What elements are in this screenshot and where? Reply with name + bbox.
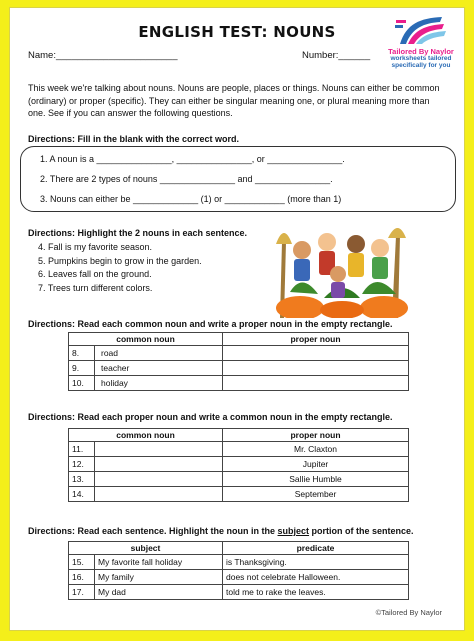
table-row	[69, 472, 409, 487]
row-number: 10.	[69, 376, 95, 391]
worksheet-title: ENGLISH TEST: NOUNS	[138, 23, 336, 41]
header-subject: subject	[69, 542, 223, 555]
common-noun-answer-cell[interactable]	[95, 487, 223, 502]
autumn-kids-clipart	[272, 222, 412, 318]
table-row	[69, 346, 409, 361]
common-noun-cell: road	[95, 346, 223, 361]
swoosh-logo-icon	[386, 14, 456, 48]
table-row	[69, 487, 409, 502]
sentence-7[interactable]: 7. Trees turn different colors.	[38, 282, 153, 293]
proper-noun-answer-cell[interactable]	[223, 376, 409, 391]
question-3[interactable]: 3. Nouns can either be _____________ (1) or ____________ (more than 1)	[40, 194, 342, 204]
table-row	[69, 442, 409, 457]
common-noun-cell: teacher	[95, 361, 223, 376]
table-row	[69, 570, 409, 585]
name-field[interactable]: Name:_______________________	[28, 50, 178, 61]
row-number: 13.	[69, 472, 95, 487]
sentence-list	[38, 241, 202, 295]
common-noun-answer-cell[interactable]	[95, 442, 223, 457]
row-number: 12.	[69, 457, 95, 472]
common-noun-answer-cell[interactable]	[95, 472, 223, 487]
common-noun-answer-cell[interactable]	[95, 457, 223, 472]
header-common-noun: common noun	[69, 429, 223, 442]
table-row	[69, 361, 409, 376]
logo-line-3: specifically for you	[391, 62, 451, 69]
directions-highlight-nouns: Directions: Highlight the 2 nouns in each sentence.	[28, 228, 248, 238]
table-row	[69, 457, 409, 472]
question-2[interactable]: 2. There are 2 types of nouns _______________ and _______________.	[40, 174, 333, 184]
row-number: 17.	[69, 585, 95, 600]
question-1[interactable]: 1. A noun is a _______________, _______________, or _______________.	[40, 154, 345, 164]
proper-noun-cell: Jupiter	[223, 457, 409, 472]
tailored-by-naylor-logo	[386, 14, 456, 76]
worksheet	[9, 7, 465, 631]
predicate-cell: is Thanksgiving.	[223, 555, 409, 570]
subject-cell[interactable]: My dad	[95, 585, 223, 600]
proper-noun-cell: Sallie Humble	[223, 472, 409, 487]
common-noun-table	[68, 332, 409, 391]
logo-line-1: Tailored By Naylor	[388, 47, 454, 56]
common-noun-cell: holiday	[95, 376, 223, 391]
row-number: 9.	[69, 361, 95, 376]
intro-paragraph: This week we're talking about nouns. Nouns are people, places or things. Nouns can either be common (ordinary) or proper (specific). They can either be singular meaning one, or plural meaning more than one. See if you can answer the following questions.	[28, 83, 440, 118]
table-row	[69, 376, 409, 391]
row-number: 8.	[69, 346, 95, 361]
sentence-5[interactable]: 5. Pumpkins begin to grow in the garden.	[38, 255, 202, 266]
proper-noun-answer-cell[interactable]	[223, 361, 409, 376]
header-proper-noun: proper noun	[223, 333, 409, 346]
header-proper-noun: proper noun	[223, 429, 409, 442]
subject-cell[interactable]: My family	[95, 570, 223, 585]
sentence-4[interactable]: 4. Fall is my favorite season.	[38, 242, 153, 252]
proper-noun-cell: Mr. Claxton	[223, 442, 409, 457]
row-number: 15.	[69, 555, 95, 570]
directions-proper-to-common: Directions: Read each proper noun and write a common noun in the empty rectangle.	[28, 412, 393, 422]
copyright-notice: ©Tailored By Naylor	[375, 608, 442, 617]
row-number: 11.	[69, 442, 95, 457]
subject-cell[interactable]: My favorite fall holiday	[95, 555, 223, 570]
row-number: 14.	[69, 487, 95, 502]
number-field[interactable]: Number:______	[302, 50, 371, 61]
proper-noun-answer-cell[interactable]	[223, 346, 409, 361]
subject-predicate-table	[68, 541, 409, 600]
predicate-cell: told me to rake the leaves.	[223, 585, 409, 600]
proper-noun-cell: September	[223, 487, 409, 502]
proper-noun-table	[68, 428, 409, 502]
header-predicate: predicate	[223, 542, 409, 555]
table-row	[69, 555, 409, 570]
directions-common-to-proper: Directions: Read each common noun and write a proper noun in the empty rectangle.	[28, 319, 393, 329]
predicate-cell: does not celebrate Halloween.	[223, 570, 409, 585]
logo-line-2: worksheets tailored	[390, 55, 452, 62]
directions-subject-nouns: Directions: Read each sentence. Highlight the noun in the subject portion of the sentence.	[28, 526, 414, 536]
directions-fill-blank: Directions: Fill in the blank with the correct word.	[28, 134, 240, 144]
header-common-noun: common noun	[69, 333, 223, 346]
table-row	[69, 585, 409, 600]
sentence-6[interactable]: 6. Leaves fall on the ground.	[38, 269, 152, 279]
row-number: 16.	[69, 570, 95, 585]
